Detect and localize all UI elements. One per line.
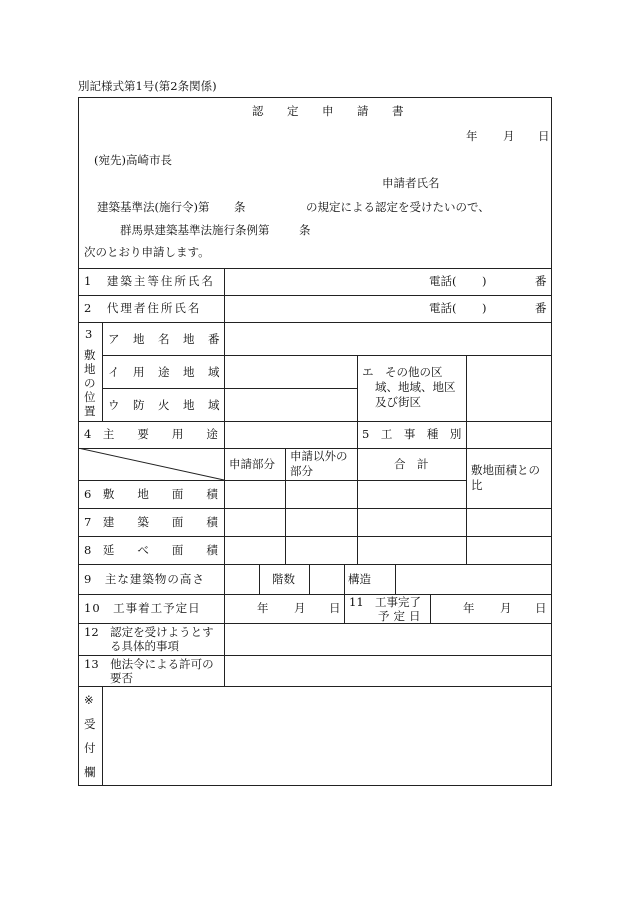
rule — [78, 508, 552, 509]
site-zone-label: イ 用 途 地 域 — [108, 365, 221, 379]
work-type-label: 5 工 事 種 別 — [362, 427, 462, 441]
rule — [78, 564, 552, 565]
reception-label: 受 — [84, 717, 96, 731]
site-number: 3 — [85, 327, 93, 341]
site-vertical-label: 敷 — [84, 348, 96, 362]
law-article-unit: 条 — [234, 200, 246, 214]
site-vertical-label: 地 — [84, 362, 96, 376]
rule — [102, 355, 552, 356]
owner-phone-close: ) — [482, 274, 487, 288]
end-date-month: 月 — [500, 601, 512, 615]
law-provision-text: の規定による認定を受けたいので、 — [306, 200, 490, 214]
other-permits-label: 13 他法令による許可の — [84, 657, 214, 671]
site-fire-zone-label: ウ 防 火 地 域 — [108, 398, 221, 412]
agent-phone-suffix: 番 — [535, 301, 547, 315]
rule — [285, 448, 286, 564]
col-other-header: 申請以外の — [290, 449, 348, 463]
applicant-name-label: 申請者氏名 — [382, 176, 440, 190]
rule — [78, 268, 552, 269]
owner-label: 1 建築主等住所氏名 — [84, 274, 215, 288]
ordinance-article-text: 群馬県建築基準法施行条例第 — [120, 223, 270, 237]
addressee: (宛先)高崎市長 — [94, 153, 172, 167]
site-lot-label: ア 地 名 地 番 — [108, 332, 221, 346]
site-vertical-label: 置 — [84, 404, 96, 418]
start-date-label: 10 工事着工予定日 — [84, 601, 201, 615]
site-vertical-label: の — [84, 376, 96, 390]
rule — [78, 295, 552, 296]
agent-phone-label: 電話( — [429, 301, 457, 315]
reception-mark: ※ — [84, 693, 94, 707]
start-date-year: 年 — [257, 601, 269, 615]
col-ratio-header: 敷地面積との — [471, 463, 540, 477]
other-permits-label: 要否 — [110, 671, 133, 685]
rule — [102, 686, 103, 786]
structure-label: 構造 — [348, 572, 371, 586]
rule — [78, 322, 552, 323]
rule — [78, 686, 552, 687]
rule — [357, 448, 358, 564]
site-vertical-label: 位 — [84, 390, 96, 404]
col-other-header: 部分 — [290, 464, 313, 478]
rule — [357, 355, 358, 421]
height-label: 9 主な建築物の高さ — [84, 572, 205, 586]
rule — [78, 623, 552, 624]
agent-label: 2 代理者住所氏名 — [84, 301, 202, 315]
rule — [466, 421, 467, 448]
rule — [309, 564, 310, 594]
rule — [78, 655, 552, 656]
site-area-label: 6 敷 地 面 積 — [84, 487, 218, 501]
specific-matter-label: る具体的事項 — [110, 639, 179, 653]
rule — [78, 421, 552, 422]
end-date-number: 11 — [349, 595, 364, 609]
site-other-label: 及び街区 — [375, 395, 421, 409]
main-use-label: 4 主 要 用 途 — [84, 427, 218, 441]
date-day-label: 日 — [538, 129, 550, 143]
rule — [102, 388, 357, 389]
col-ratio-header: 比 — [471, 478, 483, 492]
site-other-label: エ その他の区 — [362, 365, 443, 379]
rule — [78, 594, 552, 595]
floors-label: 階数 — [272, 572, 295, 586]
rule — [357, 421, 358, 448]
date-year-label: 年 — [466, 129, 478, 143]
col-applied-header: 申請部分 — [229, 457, 275, 471]
start-date-month: 月 — [294, 601, 306, 615]
floor-area-label: 8 延 べ 面 積 — [84, 543, 218, 557]
owner-phone-label: 電話( — [429, 274, 457, 288]
end-date-label: 工事完了 — [375, 595, 421, 609]
ordinance-article-unit: 条 — [299, 223, 311, 237]
rule — [395, 564, 396, 594]
rule — [430, 594, 431, 623]
end-date-year: 年 — [463, 601, 475, 615]
start-date-day: 日 — [329, 601, 341, 615]
rule — [259, 564, 260, 594]
reception-label: 付 — [84, 741, 96, 755]
site-other-label: 域、地域、地区 — [375, 380, 456, 394]
agent-phone-close: ) — [482, 301, 487, 315]
building-area-label: 7 建 築 面 積 — [84, 515, 218, 529]
owner-phone-suffix: 番 — [535, 274, 547, 288]
closing-text: 次のとおり申請します。 — [84, 245, 210, 259]
specific-matter-label: 12 認定を受けようとす — [84, 625, 214, 639]
rule — [78, 536, 552, 537]
reception-label: 欄 — [84, 765, 96, 779]
form-number: 別記様式第1号(第2条関係) — [78, 79, 217, 93]
rule — [466, 448, 467, 564]
col-total-header: 合 計 — [394, 457, 429, 471]
rule — [466, 355, 467, 421]
rule — [102, 322, 103, 421]
rule — [344, 594, 345, 623]
end-date-label: 予定日 — [378, 609, 425, 623]
diagonal-line — [78, 448, 225, 481]
rule — [344, 564, 345, 594]
form-title: 認 定 申 請 書 — [252, 104, 410, 118]
end-date-day: 日 — [535, 601, 547, 615]
date-month-label: 月 — [503, 129, 515, 143]
law-article-text: 建築基準法(施行令)第 — [97, 200, 210, 214]
